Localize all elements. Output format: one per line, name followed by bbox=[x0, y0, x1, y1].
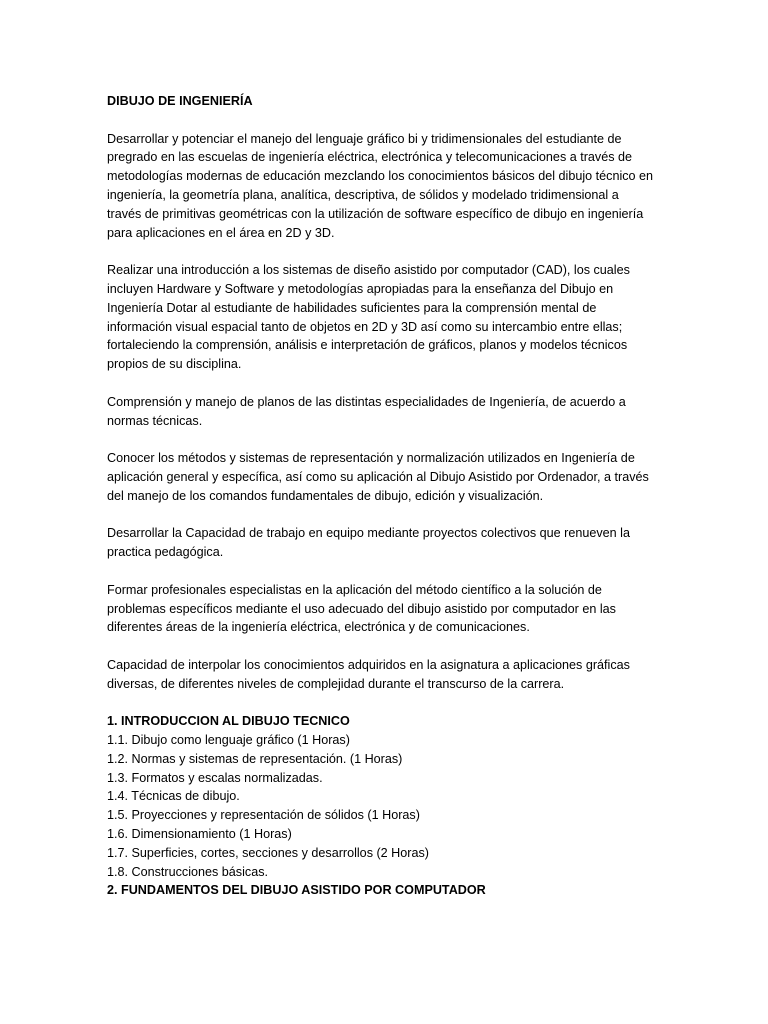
paragraph-objective-1: Desarrollar y potenciar el manejo del lenguaje gráfico bi y tridimensionales del estudiante de pregrado en las escuelas de ingeniería eléctrica, electrónica y telecomunicaciones a través de metodologías modernas de educación mezclando los conocimientos básicos del dibujo técnico en ingeniería, la geometría plana, analítica, descriptiva, de sólidos y modelado tridimensional a través de primitivas geométricas con la utilización de software específico de dibujo en ingeniería para aplicaciones en el área en 2D y 3D. bbox=[107, 131, 654, 240]
document-page bbox=[107, 92, 655, 900]
paragraph-objective-3: Comprensión y manejo de planos de las distintas especialidades de Ingeniería, de acuerdo a normas técnicas. bbox=[107, 394, 626, 428]
section-heading-1: 1. INTRODUCCION AL DIBUJO TECNICO bbox=[107, 714, 350, 729]
outline-item: 1.3. Formatos y escalas normalizadas. bbox=[107, 770, 323, 785]
outline-item: 1.5. Proyecciones y representación de sólidos (1 Horas) bbox=[107, 808, 420, 823]
section-heading-2: 2. FUNDAMENTOS DEL DIBUJO ASISTIDO POR COMPUTADOR bbox=[107, 883, 486, 898]
outline-item: 1.7. Superficies, cortes, secciones y desarrollos (2 Horas) bbox=[107, 845, 429, 860]
outline-item: 1.6. Dimensionamiento (1 Horas) bbox=[107, 827, 292, 842]
document-title: DIBUJO DE INGENIERÍA bbox=[107, 94, 253, 108]
syllabus-outline bbox=[107, 712, 655, 900]
outline-item: 1.8. Construcciones básicas. bbox=[107, 864, 269, 879]
paragraph-objective-7: Capacidad de interpolar los conocimientos adquiridos en la asignatura a aplicaciones gráficas diversas, de diferentes niveles de complejidad durante el transcurso de la carrera. bbox=[107, 657, 630, 691]
paragraph-objective-4: Conocer los métodos y sistemas de representación y normalización utilizados en Ingeniería de aplicación general y específica, así como su aplicación al Dibujo Asistido por Ordenador, a través del manejo de los comandos fundamentales de dibujo, edición y visualización. bbox=[107, 451, 649, 503]
paragraph-objective-2: Realizar una introducción a los sistemas de diseño asistido por computador (CAD), los cuales incluyen Hardware y Software y metodologías apropiadas para la enseñanza del Dibujo en Ingeniería Dotar al estudiante de habilidades suficientes para la comprensión mental de información visual espacial tanto de objetos en 2D y 3D así como su intercambio entre ellas; fortaleciendo la comprensión, análisis e interpretación de gráficos, planos y modelos técnicos propios de su disciplina. bbox=[107, 263, 630, 372]
paragraph-objective-5: Desarrollar la Capacidad de trabajo en equipo mediante proyectos colectivos que renueven la practica pedagógica. bbox=[107, 526, 630, 560]
outline-item: 1.1. Dibujo como lenguaje gráfico (1 Horas) bbox=[107, 733, 350, 748]
outline-item: 1.4. Técnicas de dibujo. bbox=[107, 789, 240, 804]
paragraph-objective-6: Formar profesionales especialistas en la aplicación del método científico a la solución de problemas específicos mediante el uso adecuado del dibujo asistido por computador en las diferentes áreas de la ingeniería eléctrica, electrónica y de comunicaciones. bbox=[107, 582, 616, 635]
outline-item: 1.2. Normas y sistemas de representación. (1 Horas) bbox=[107, 751, 403, 766]
